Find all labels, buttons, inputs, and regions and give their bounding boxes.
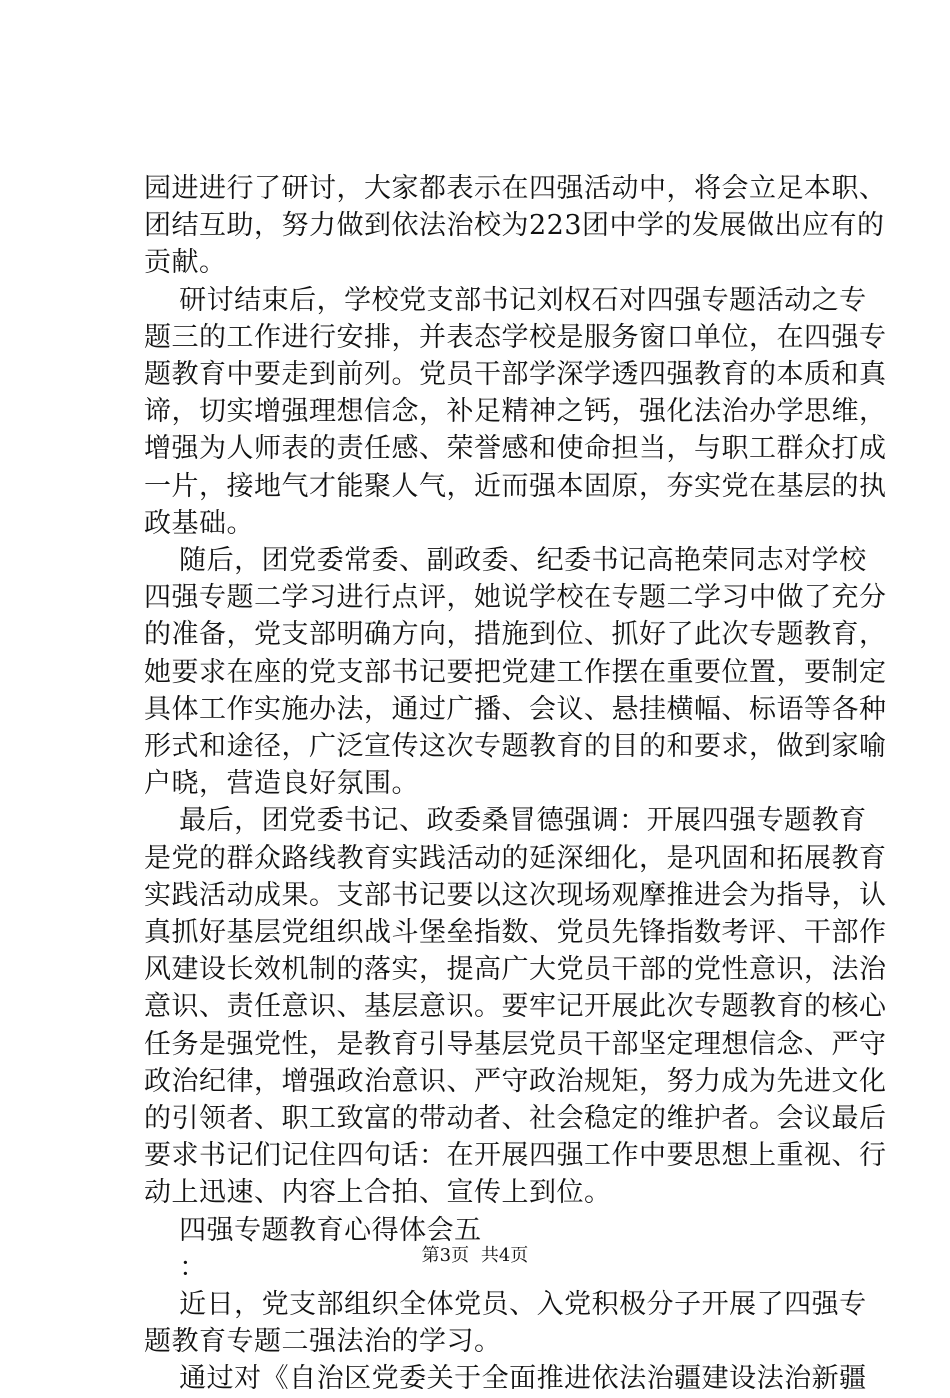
text-line: 风建设长效机制的落实，提高广大党员干部的党性意识，法治 (144, 954, 887, 986)
text-line: 要求书记们记住四句话：在开展四强工作中要思想上重视、行 (144, 1140, 887, 1172)
text-line: 的引领者、职工致富的带动者、社会稳定的维护者。会议最后 (144, 1103, 887, 1135)
text-line: 随后，团党委常委、副政委、纪委书记高艳荣同志对学校 (179, 545, 867, 577)
text-line: 实践活动成果。支部书记要以这次现场观摩推进会为指导，认 (144, 879, 887, 911)
text-line: 谛，切实增强理想信念，补足精神之钙，强化法治办学思维， (144, 396, 887, 428)
text-line: 近日，党支部组织全体党员、入党积极分子开展了四强专 (179, 1289, 867, 1321)
page-footer (0, 1244, 950, 1268)
text-line: 题教育中要走到前列。党员干部学深学透四强教育的本质和真 (144, 359, 887, 391)
text-line: 题三的工作进行安排，并表态学校是服务窗口单位，在四强专 (144, 321, 887, 353)
paragraph-1 (144, 170, 887, 282)
text-line: 的准备，党支部明确方向，措施到位、抓好了此次专题教育， (144, 619, 887, 651)
section-heading: 四强专题教育心得体会五 (179, 1214, 482, 1246)
text-line: 增强为人师表的责任感、荣誉感和使命担当，与职工群众打成 (144, 433, 887, 465)
paragraph-3 (144, 542, 887, 802)
text-line: 政基础。 (144, 507, 254, 539)
text-line: 最后，团党委书记、政委桑冒德强调：开展四强专题教育 (179, 805, 867, 837)
text-line: 是党的群众路线教育实践活动的延深细化，是巩固和拓展教育 (144, 842, 887, 874)
text-line: 贡献。 (144, 247, 227, 279)
text-line: 户晓，营造良好氛围。 (144, 768, 419, 800)
paragraph-6 (144, 1360, 867, 1397)
page-number: 第3页 (421, 1245, 470, 1266)
paragraph-2 (144, 282, 887, 542)
text-line: 园进进行了研讨，大家都表示在四强活动中，将会立足本职、 (144, 173, 887, 204)
text-line: 题教育专题二强法治的学习。 (144, 1326, 502, 1358)
text-line: 任务是强党性，是教育引导基层党员干部坚定理想信念、严守 (144, 1028, 887, 1060)
paragraph-5 (144, 1286, 867, 1360)
text-line: 政治纪律，增强政治意识、严守政治规矩，努力成为先进文化 (144, 1065, 887, 1097)
page-total: 共4页 (480, 1245, 529, 1266)
text-line: 研讨结束后，学校党支部书记刘权石对四强专题活动之专 (179, 284, 867, 316)
text-line: 动上迅速、内容上合拍、宣传上到位。 (144, 1177, 612, 1209)
text-line: 形式和途径，广泛宣传这次专题教育的目的和要求，做到家喻 (144, 731, 887, 763)
paragraph-4 (144, 802, 887, 1211)
text-line: 团结互助，努力做到依法治校为223团中学的发展做出应有的 (144, 210, 885, 242)
text-line: 真抓好基层党组织战斗堡垒指数、党员先锋指数考评、干部作 (144, 917, 887, 949)
text-line: 意识、责任意识、基层意识。要牢记开展此次专题教育的核心 (144, 991, 887, 1023)
document-body (144, 170, 887, 1398)
text-line: 她要求在座的党支部书记要把党建工作摆在重要位置，要制定 (144, 656, 887, 688)
text-line: 四强专题二学习进行点评，她说学校在专题二学习中做了充分 (144, 582, 887, 614)
text-line: 通过对《自治区党委关于全面推进依法治疆建设法治新疆 (179, 1363, 867, 1395)
text-line: 具体工作实施办法，通过广播、会议、悬挂横幅、标语等各种 (144, 693, 887, 725)
heading-colon: ： (179, 1251, 207, 1283)
text-line: 一片，接地气才能聚人气，近而强本固原，夯实党在基层的执 (144, 470, 887, 502)
